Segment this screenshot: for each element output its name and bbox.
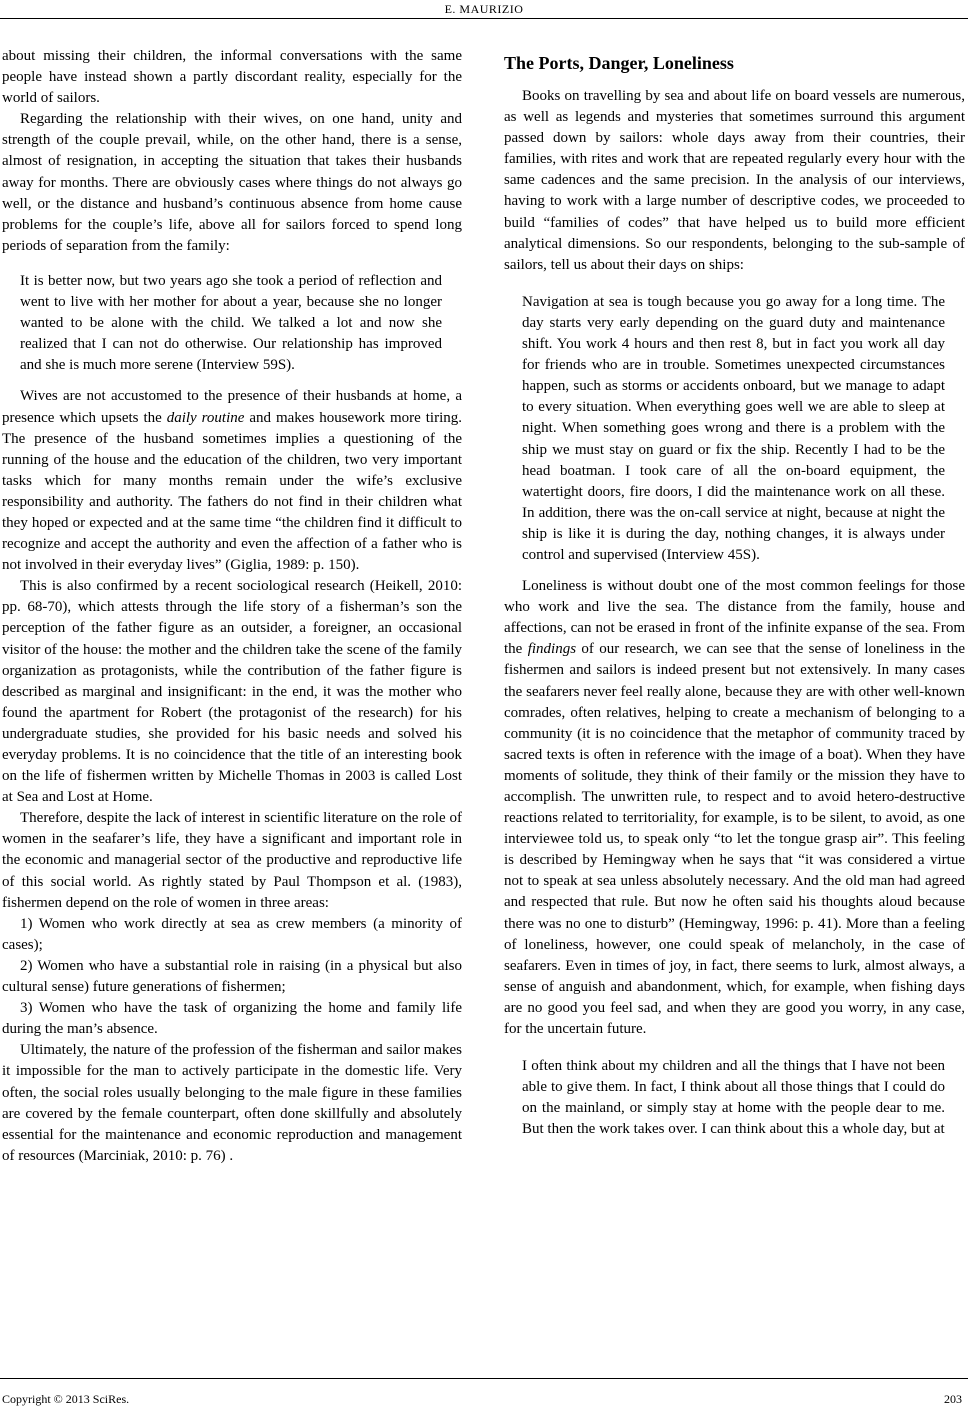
paragraph [504,576,965,1040]
block-quote: Navigation at sea is tough because you go away for a long time. The day starts very early depending on the guard duty and maintenance shift. You work 4 hours and then rest 8, but in fact you work all day for friends who are in trouble. Sometimes unexpected circumstances happen, such as storms or accidents onboard, but we manage to adapt to every situation. When everything goes well we are able to sleep at night. When something goes wrong and there is a problem with the ship we must stay on guard or fix the ship. Recently I had to be the head boatman. I took care of all the on-board equipment, the watertight doors, fire doors, I did the maintenance work on all these. In addition, there was the on-call service at night, because at night the ship is like it is during the day, nothing changes, it is always under control and supervised (Interview 45S). [522,293,945,563]
paragraph: Therefore, despite the lack of interest in scientific literature on the role of women in the seafarer’s life, they have a significant and important role in the economic and managerial sector of the productive and reproductive life of this social world. As rightly stated by Paul Thompson et al. (1983), fishermen depend on the role of women in three areas: [2,810,462,911]
right-column [504,46,965,1151]
paragraph-text: Wives are not accustomed to the presence of their husbands at home, a presence which upsets the [2,388,462,426]
section-heading: The Ports, Danger, Loneliness [504,53,734,73]
copyright-notice: Copyright © 2013 SciRes. [2,1392,130,1406]
paragraph: about missing their children, the informal conversations with the same people have instead shown a partly discordant reality, especially for the world of sailors. [2,48,462,107]
block-quote: I often think about my children and all the things that I have not been able to give them. In fact, I think about all those things that I could do on the mainland, or simply stay at home with the people dear to me. But then the work takes over. I can think about this a whole day, but at [522,1058,945,1138]
header-rule [0,18,968,19]
emphasis-text: daily routine [166,409,245,426]
block-quote: It is better now, but two years ago she took a period of reflection and went to live with her mother for about a year, because she no longer wanted to be alone with the child. We talked a lot and now she realized that I can not do otherwise. Our relationship has improved and she is much more serene (Interview 59S). [20,272,442,374]
emphasis-text: findings [527,641,577,658]
page-number: 203 [944,1392,962,1406]
paragraph [2,386,462,576]
paragraph: Ultimately, the nature of the profession of the fisherman and sailor makes it impossible for the man to actively participate in the domestic life. Very often, the social roles usually belonging to the male figure in these families are covered by the female counterpart, often done skillfully and absolutely essential for the maintenance and economic reproduction and management of resources (Marciniak, 2010: p. 76) . [2,1042,462,1164]
paragraph: This is also confirmed by a recent sociological research (Heikell, 2010: pp. 68-70), which attests through the life story of a fisherman’s son the perception of the father figure as an outsider, a foreigner, an occasional visitor of the house: the mother and the children take the scene of the family organization as protagonists, while the contribution of the father figure is described as marginal and insignificant: in the end, it was the mother who found the apartment for Robert (the protagonist of the research) for his undergraduate studies, she provided for his basic needs and solved his everyday problems. It is no coincidence that the title of an interesting book on the life of fishermen written by Michelle Thomas in 2003 is called Lost at Sea and Lost at Home. [2,578,462,806]
list-item: 2) Women who have a substantial role in raising (in a physical but also cultural sense) future generations of fishermen; [2,957,462,996]
footer-rule [0,1378,968,1379]
list-item: 1) Women who work directly at sea as crew members (a minority of cases); [2,915,462,953]
paragraph-text: of our research, we can see that the sense of loneliness in the fishermen and sailors is indeed present but not extensively. In many cases the seafarers never feel really alone, because they are with other well-known comrades, often relatives, helping to create a mechanism of belonging to a community (it is no coincidence that the metaphor of community traced by sacred texts is often in reference with the image of a boat). When they have moments of solitude, they think of their family or the mission they have to accomplish. The unwritten rule, to respect and to avoid hetero-destructive reactions related to territoriality, for example, is to be silent, to avoid, as one interviewee told us, to speak only “to let the tongue grasp air”. This feeling is described by Hemingway when he says that “it was considered a virtue not to speak at sea unless absolutely necessary. And the old man had agreed and respected that rule. But now he often said his thoughts aloud because there was no one to disturb” (Hemingway, 1996: p. 41). More than a feeling of loneliness, however, one could speak of melancholy, in the case of seafarers. Even in times of joy, in fact, there seems to lurk, almost always, a sense of anguish and abandonment, which, for example, when fishing days are no good you feel sad, and when they are good you worry, in any case, for the uncertain future. [504,641,966,1038]
list-item: 3) Women who have the task of organizing the home and family life during the man’s absence. [2,1000,462,1038]
paragraph-text: and makes housework more tiring. The presence of the husband sometimes implies a questioning of the running of the house and the education of the children, two very important tasks which for many months remain under the wife’s exclusive responsibility and authority. The fathers do not find in their children what they hoped or expected and at the same time “the children find it difficult to recognize and accept the authority and even the affection of a father who is not involved in their everyday lives” (Giglia, 1989: p. 150). [2,409,462,574]
paragraph-text: Loneliness is without doubt one of the most common feelings for those who work and live the sea. The distance from the family, house and affections, can not be erased in front of the infinite expanse of the sea. From the [504,578,965,658]
left-column [2,46,462,1167]
paragraph: Regarding the relationship with their wives, on one hand, unity and strength of the couple prevail, while, on the other hand, there is a sense, almost of resignation, in accepting the situation that takes their husbands away for months. There are obviously cases where things do not always go well, or the distance and husband’s continuous absence from home cause problems for the couple’s life, above all for sailors forced to spend long periods of separation from the family: [2,111,462,254]
running-head: E. MAURIZIO [444,2,524,16]
paragraph: Books on travelling by sea and about life on board vessels are numerous, as well as legends and mysteries that sometimes surround this argument passed down by sailors: whole days away from their countries, their families, with rites and work that are repeated regularly every hour with the same cadences and the same precision. In the analysis of our interviews, having to work with a large number of descriptive codes, we proceeded to build “families of codes” that have helped us to build more efficient analytical dimensions. So our respondents, belonging to the sub-sample of sailors, tell us about their days on ships: [504,88,965,273]
